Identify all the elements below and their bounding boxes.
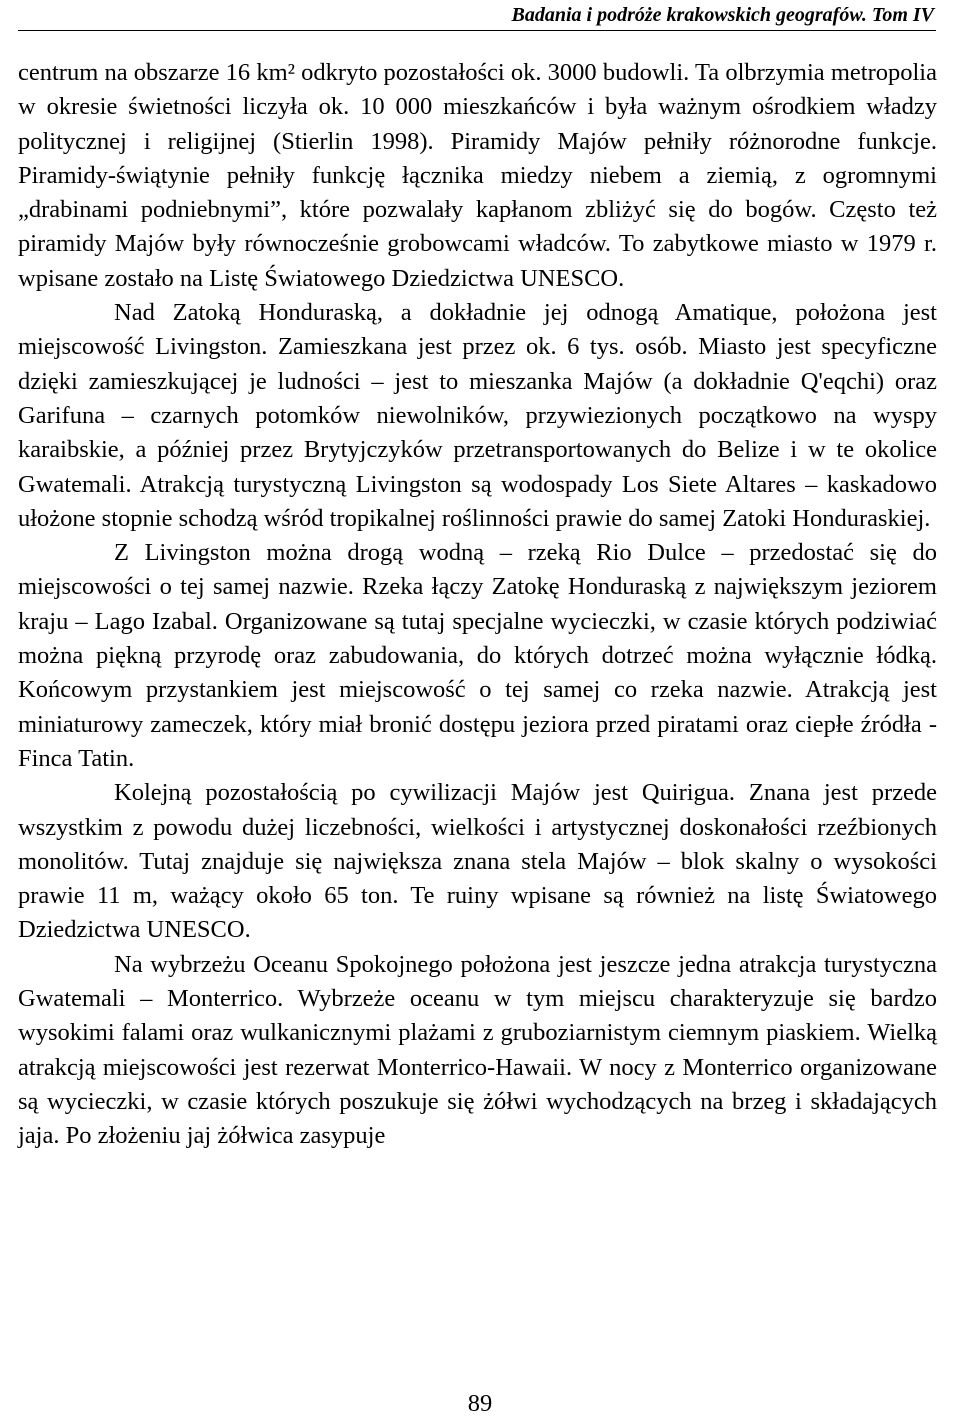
paragraph-3: Z Livingston można drogą wodną – rzeką Rio Dulce – przedostać się do miejscowości o tej samej nazwie. Rzeka łączy Zatokę Honduraską z największym jeziorem kraju – Lago Izabal. Organizowane są tutaj specjalne wycieczki, w czasie których podziwiać można piękną przyrodę oraz zabudowania, do których dotrzeć można wyłącznie łódką. Końcowym przystankiem jest miejscowość o tej samej co rzeka nazwie. Atrakcją jest miniaturowy zameczek, który miał bronić dostępu jeziora przed piratami oraz ciepłe źródła - Finca Tatin.: [18, 539, 937, 772]
paragraph-5: Na wybrzeżu Oceanu Spokojnego położona jest jeszcze jedna atrakcja turystyczna Gwatemali – Monterrico. Wybrzeże oceanu w tym miejscu charakteryzuje się bardzo wysokimi falami oraz wulkanicznymi plażami z gruboziarnistym ciemnym piaskiem. Wielką atrakcją miejscowości jest rezerwat Monterrico-Hawaii. W nocy z Monterrico organizowane są wycieczki, w czasie których poszukuje się żółwi wychodzących na brzeg i składających jaja. Po złożeniu jaj żółwica zasypuje: [18, 950, 937, 1150]
body-text: [18, 56, 937, 1154]
journal-title: Badania i podróże krakowskich geografów. Tom IV: [511, 4, 934, 26]
paragraph-2: Nad Zatoką Honduraską, a dokładnie jej odnogą Amatique, położona jest miejscowość Livingston. Zamieszkana jest przez ok. 6 tys. osób. Miasto jest specyficzne dzięki zamieszkującej je ludności – jest to mieszanka Majów (a dokładnie Q'eqchi) oraz Garifuna – czarnych potomków niewolników, przywiezionych początkowo na wyspy karaibskie, a później przez Brytyjczyków przetransportowanych do Belize i w te okolice Gwatemali. Atrakcją turystyczną Livingston są wodospady Los Siete Altares – kaskadowo ułożone stopnie schodzą wśród tropikalnej roślinności prawie do samej Zatoki Honduraskiej.: [18, 299, 937, 532]
running-header: [18, 0, 936, 31]
page-number: 89: [467, 1390, 493, 1417]
paragraph-4: Kolejną pozostałością po cywilizacji Majów jest Quirigua. Znana jest przede wszystkim z powodu dużej liczebności, wielkości i artystycznej doskonałości rzeźbionych monolitów. Tutaj znajduje się największa znana stela Majów – blok skalny o wysokości prawie 11 m, ważący około 65 ton. Te ruiny wpisane są również na listę Światowego Dziedzictwa UNESCO.: [18, 779, 937, 944]
paragraph-1: centrum na obszarze 16 km² odkryto pozostałości ok. 3000 budowli. Ta olbrzymia metropolia w okresie świetności liczyła ok. 10 000 mieszkańców i była ważnym ośrodkiem władzy politycznej i religijnej (Stierlin 1998). Piramidy Majów pełniły różnorodne funkcje. Piramidy-świątynie pełniły funkcję łącznika miedzy niebem a ziemią, z ogromnymi „drabinami podniebnymi”, które pozwalały kapłanom zbliżyć się do bogów. Często też piramidy Majów były równocześnie grobowcami władców. To zabytkowe miasto w 1979 r. wpisane zostało na Listę Światowego Dziedzictwa UNESCO.: [18, 59, 937, 292]
